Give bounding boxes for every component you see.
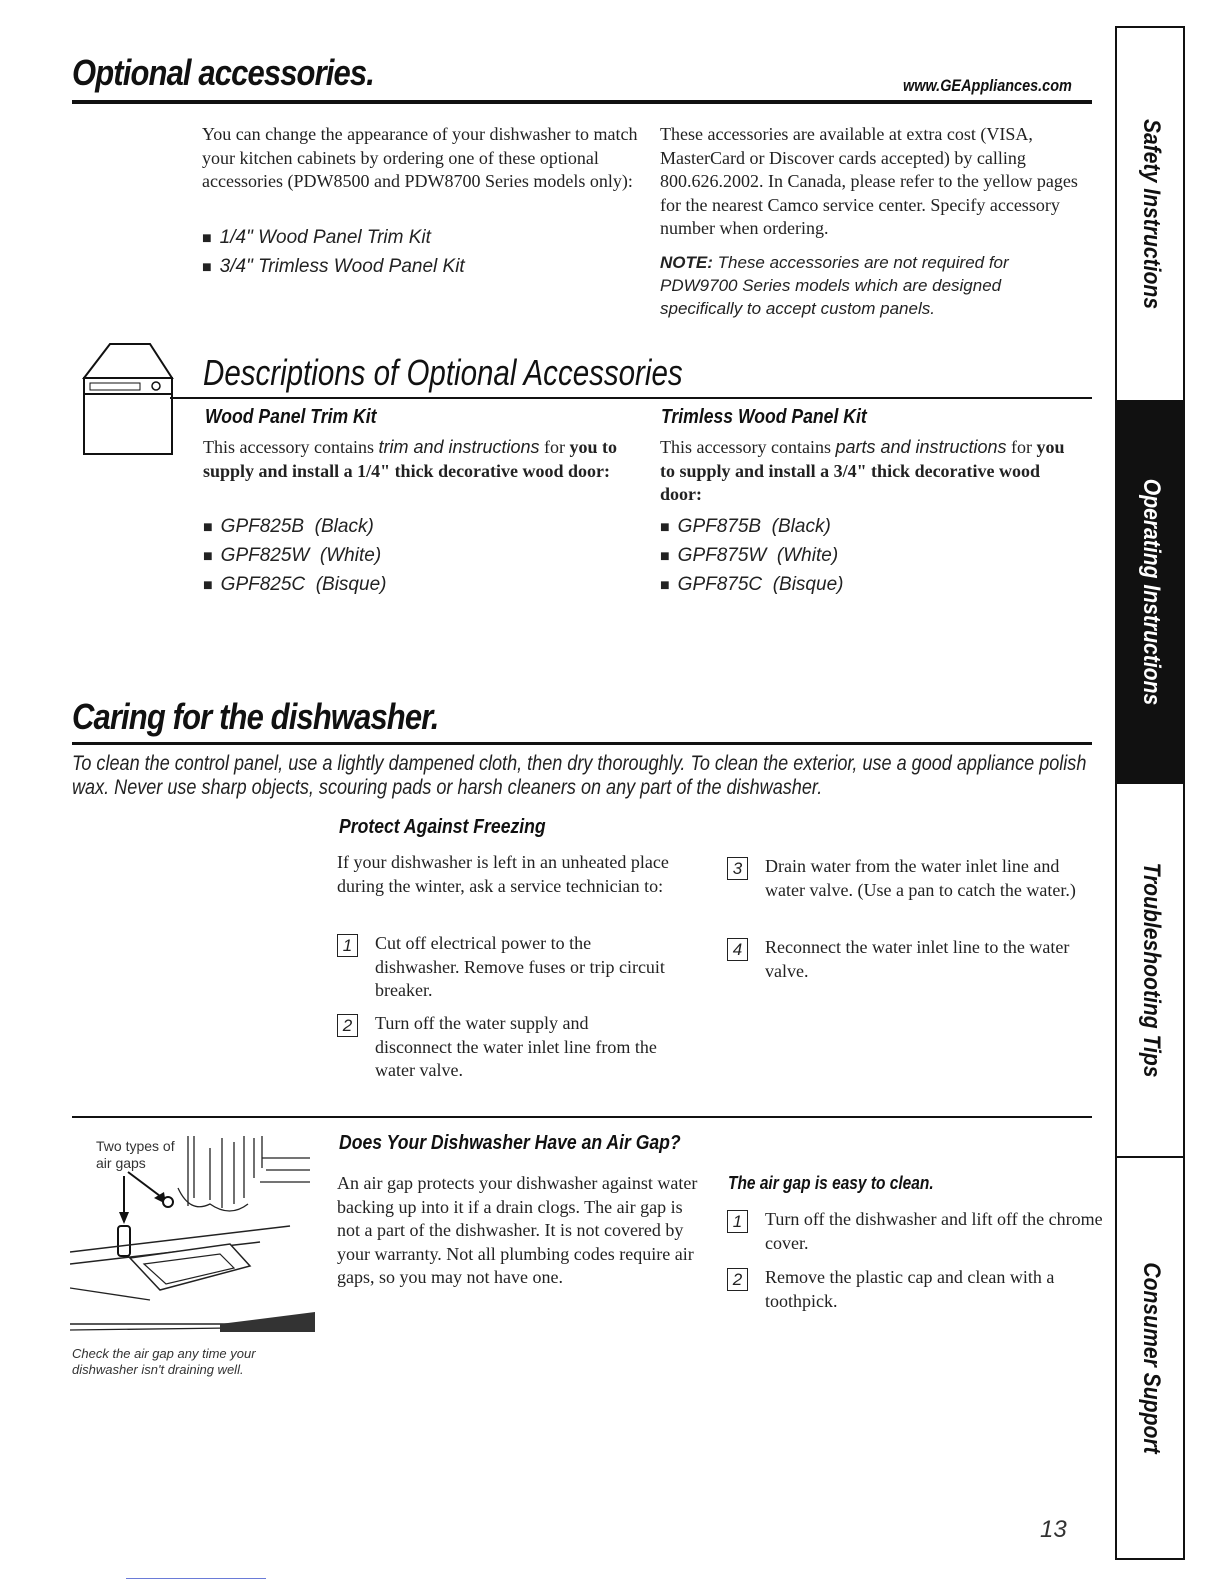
trimless-description <box>660 436 1080 507</box>
trimless-heading: Trimless Wood Panel Kit <box>661 406 867 428</box>
tab-label: Safety Instructions <box>1138 118 1165 310</box>
trimless-item-1: ■ GPF875B (Black) <box>660 516 831 538</box>
descriptions-title: Descriptions of Optional Accessories <box>203 352 683 393</box>
airgap-text: An air gap protects your dishwasher against water backing up into it if a drain clogs. The air gap is not a part of the dishwasher. It is not covered by your warranty. Not all plumbing codes require air gaps, so you may not have one. <box>337 1173 698 1287</box>
descriptions-rule <box>170 397 1092 399</box>
freezing-step-2 <box>337 1012 665 1083</box>
step-text: Drain water from the water inlet line and water valve. (Use a pan to catch the water.) <box>765 856 1076 900</box>
wood-panel-heading: Wood Panel Trim Kit <box>205 406 377 428</box>
airgap-rule <box>72 1116 1092 1118</box>
tab-label: Troubleshooting Tips <box>1138 862 1165 1078</box>
wood-panel-text-a: This accessory contains <box>203 437 379 457</box>
trimless-item-3: ■ GPF875C (Bisque) <box>660 574 843 596</box>
caring-intro: To clean the control panel, use a lightly dampened cloth, then dry thoroughly. To clean the exterior, use a good appliance polish wax. Never use sharp objects, scouring pads or harsh cleaners on any part of the dishwasher. <box>72 752 1087 799</box>
intro-bullet-2: ■ 3/4" Trimless Wood Panel Kit <box>202 256 465 278</box>
step-text: Turn off the water supply and disconnect the water inlet line from the water valve. <box>375 1013 657 1080</box>
freezing-step-3 <box>727 855 1100 902</box>
trimless-text-bold: you to supply and install a 3/4" thick decorative wood door: <box>660 437 1065 504</box>
airgap-clean-heading: The air gap is easy to clean. <box>728 1173 934 1193</box>
trimless-item-2: ■ GPF875W (White) <box>660 545 838 567</box>
wood-panel-text-em: trim and instructions <box>378 437 540 457</box>
wood-panel-item-3: ■ GPF825C (Bisque) <box>203 574 386 596</box>
intro-bullet-1: ■ 1/4" Wood Panel Trim Kit <box>202 227 431 249</box>
wood-panel-text-b: for <box>539 437 566 457</box>
note-label: NOTE: <box>660 253 713 272</box>
air-gap-illustration <box>70 1128 315 1338</box>
step-number: 4 <box>727 938 748 961</box>
tab-troubleshooting-tips[interactable] <box>1117 784 1185 1158</box>
airgap-heading: Does Your Dishwasher Have an Air Gap? <box>339 1132 681 1154</box>
tab-operating-instructions[interactable] <box>1117 402 1185 784</box>
wood-panel-description <box>203 436 633 483</box>
airgap-step-1 <box>727 1208 1110 1255</box>
page-number: 13 <box>1040 1516 1067 1543</box>
freezing-step-4 <box>727 936 1100 983</box>
website-link[interactable]: www.GEAppliances.com <box>903 76 1072 95</box>
availability-paragraph: These accessories are available at extra cost (VISA, MasterCard or Discover cards accepted) by calling 800.626.2002. In Canada, please refer to the yellow pages for the nearest Camco service center. Specify accessory number when ordering. <box>660 124 1078 238</box>
airgap-step-2 <box>727 1266 1110 1313</box>
page-title: Optional accessories. <box>72 52 375 93</box>
step-number: 2 <box>727 1268 748 1291</box>
step-text: Remove the plastic cap and clean with a toothpick. <box>765 1267 1055 1311</box>
freezing-heading: Protect Against Freezing <box>339 816 546 838</box>
bottom-divider <box>126 1578 266 1579</box>
step-number: 1 <box>337 934 358 957</box>
step-number: 2 <box>337 1014 358 1037</box>
step-number: 3 <box>727 857 748 880</box>
step-text: Turn off the dishwasher and lift off the chrome cover. <box>765 1209 1103 1253</box>
header-rule <box>72 100 1092 104</box>
step-text: Reconnect the water inlet line to the water valve. <box>765 937 1070 981</box>
figure-caption: Check the air gap any time your dishwasher isn't draining well. <box>72 1346 256 1377</box>
tab-label: Operating Instructions <box>1138 478 1165 706</box>
intro-paragraph: You can change the appearance of your dishwasher to match your kitchen cabinets by ordering one of these optional accessories (PDW8500 and PDW8700 Series models only): <box>202 124 638 191</box>
note-text: These accessories are not required for PDW9700 Series models which are designed specifically to accept custom panels. <box>660 253 1009 318</box>
wood-panel-item-1: ■ GPF825B (Black) <box>203 516 374 538</box>
tab-safety-instructions[interactable] <box>1117 28 1185 402</box>
dishwasher-icon <box>82 338 174 458</box>
trimless-text-b: for <box>1006 437 1033 457</box>
trimless-text-a: This accessory contains <box>660 437 836 457</box>
wood-panel-text-bold: you to supply and install a 1/4" thick decorative wood door: <box>203 437 618 481</box>
note <box>660 251 1080 320</box>
step-number: 1 <box>727 1210 748 1233</box>
caring-rule <box>72 742 1092 745</box>
figure-label: Two types of air gaps <box>96 1138 175 1171</box>
freezing-intro: If your dishwasher is left in an unheated place during the winter, ask a service technician to: <box>337 852 669 896</box>
tab-consumer-support[interactable] <box>1117 1158 1185 1558</box>
tab-label: Consumer Support <box>1138 1262 1165 1454</box>
trimless-text-em: parts and instructions <box>835 437 1007 457</box>
freezing-step-1 <box>337 932 665 1003</box>
caring-title: Caring for the dishwasher. <box>72 696 439 737</box>
step-text: Cut off electrical power to the dishwasher. Remove fuses or trip circuit breaker. <box>375 933 665 1000</box>
wood-panel-item-2: ■ GPF825W (White) <box>203 545 381 567</box>
